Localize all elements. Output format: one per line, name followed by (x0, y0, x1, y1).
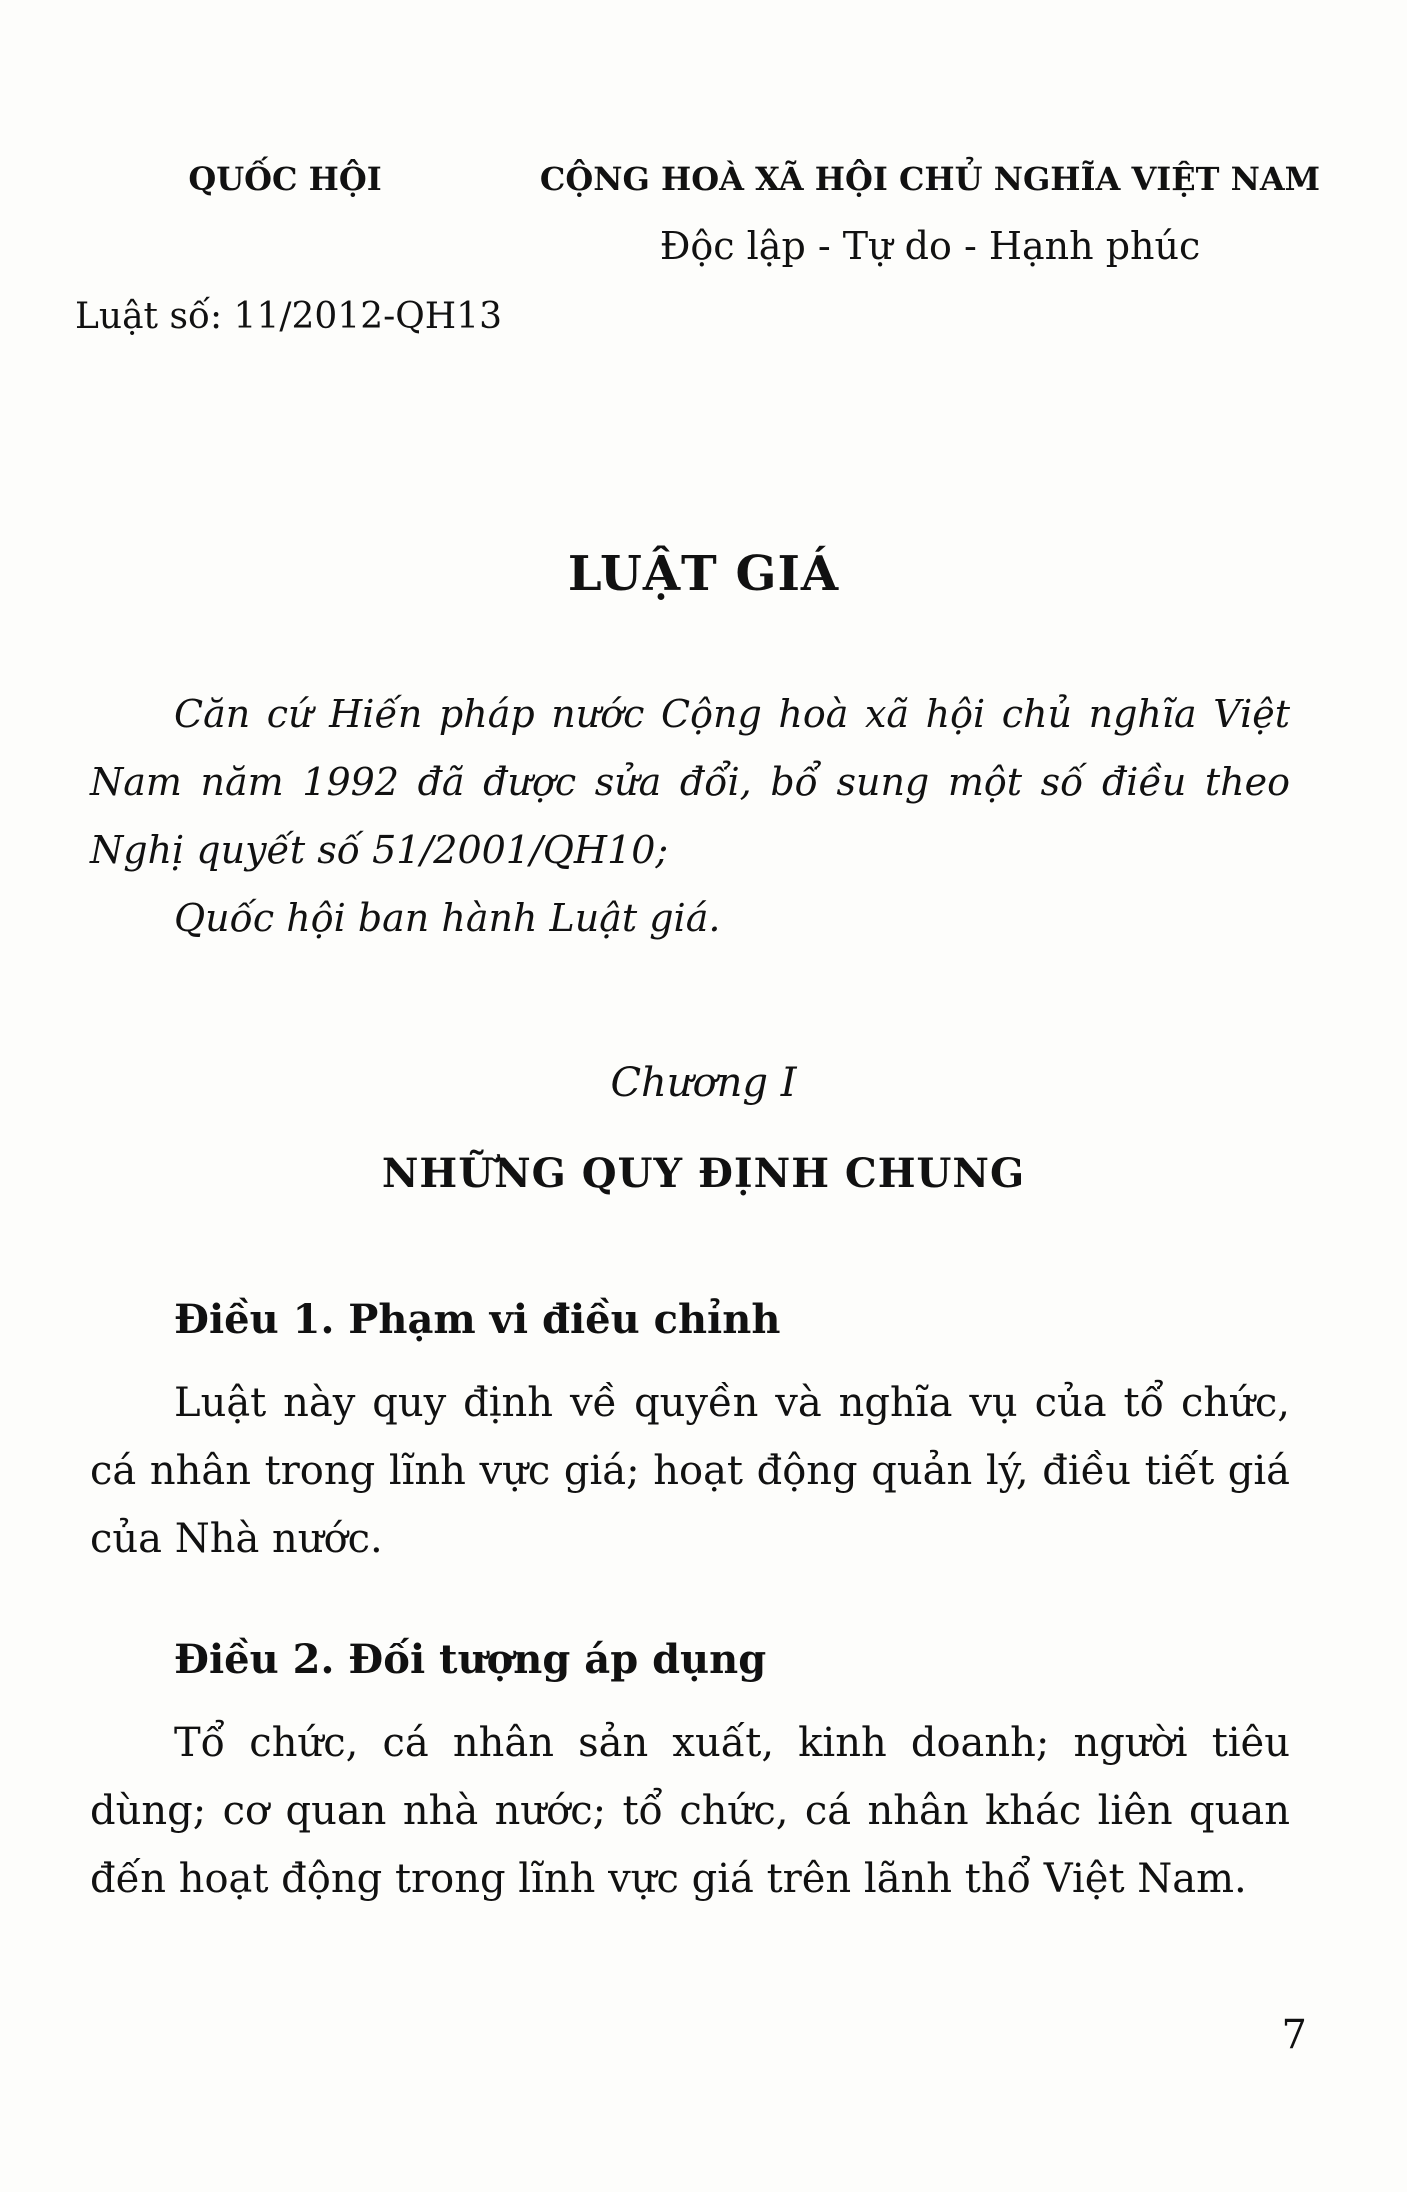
chapter-title: NHỮNG QUY ĐỊNH CHUNG (381, 1150, 1026, 1197)
preamble (90, 680, 1290, 952)
chapter-label: Chương I (610, 1060, 797, 1106)
page-number: 7 (1281, 2012, 1307, 2058)
article-heading: Điều 2. Đối tượng áp dụng (174, 1636, 767, 1683)
law-number: Luật số: 11/2012-QH13 (75, 296, 502, 337)
article-2 (90, 1636, 1290, 1913)
nation-name: CỘNG HOÀ XÃ HỘI CHỦ NGHĨA VIỆT NAM (539, 160, 1321, 198)
preamble-enactment: Quốc hội ban hành Luật giá. (174, 896, 721, 940)
article-heading: Điều 1. Phạm vi điều chỉnh (174, 1296, 781, 1343)
preamble-basis: Căn cứ Hiến pháp nước Cộng hoà xã hội chủ nghĩa Việt Nam năm 1992 đã được sửa đổi, bổ sung một số điều theo Nghị quyết số 51/2001/QH10; (90, 692, 1290, 872)
national-motto: Độc lập - Tự do - Hạnh phúc (659, 224, 1201, 268)
document-title: LUẬT GIÁ (567, 546, 840, 602)
article-body: Tổ chức, cá nhân sản xuất, kinh doanh; người tiêu dùng; cơ quan nhà nước; tổ chức, cá nhân khác liên quan đến hoạt động trong lĩnh vực giá trên lãnh thổ Việt Nam. (90, 1720, 1290, 1902)
article-1 (90, 1296, 1290, 1573)
national-header (520, 160, 1340, 268)
article-body: Luật này quy định về quyền và nghĩa vụ của tổ chức, cá nhân trong lĩnh vực giá; hoạt động quản lý, điều tiết giá của Nhà nước. (90, 1380, 1290, 1562)
issuer-name: QUỐC HỘI (188, 160, 382, 198)
issuer-block (70, 160, 500, 198)
